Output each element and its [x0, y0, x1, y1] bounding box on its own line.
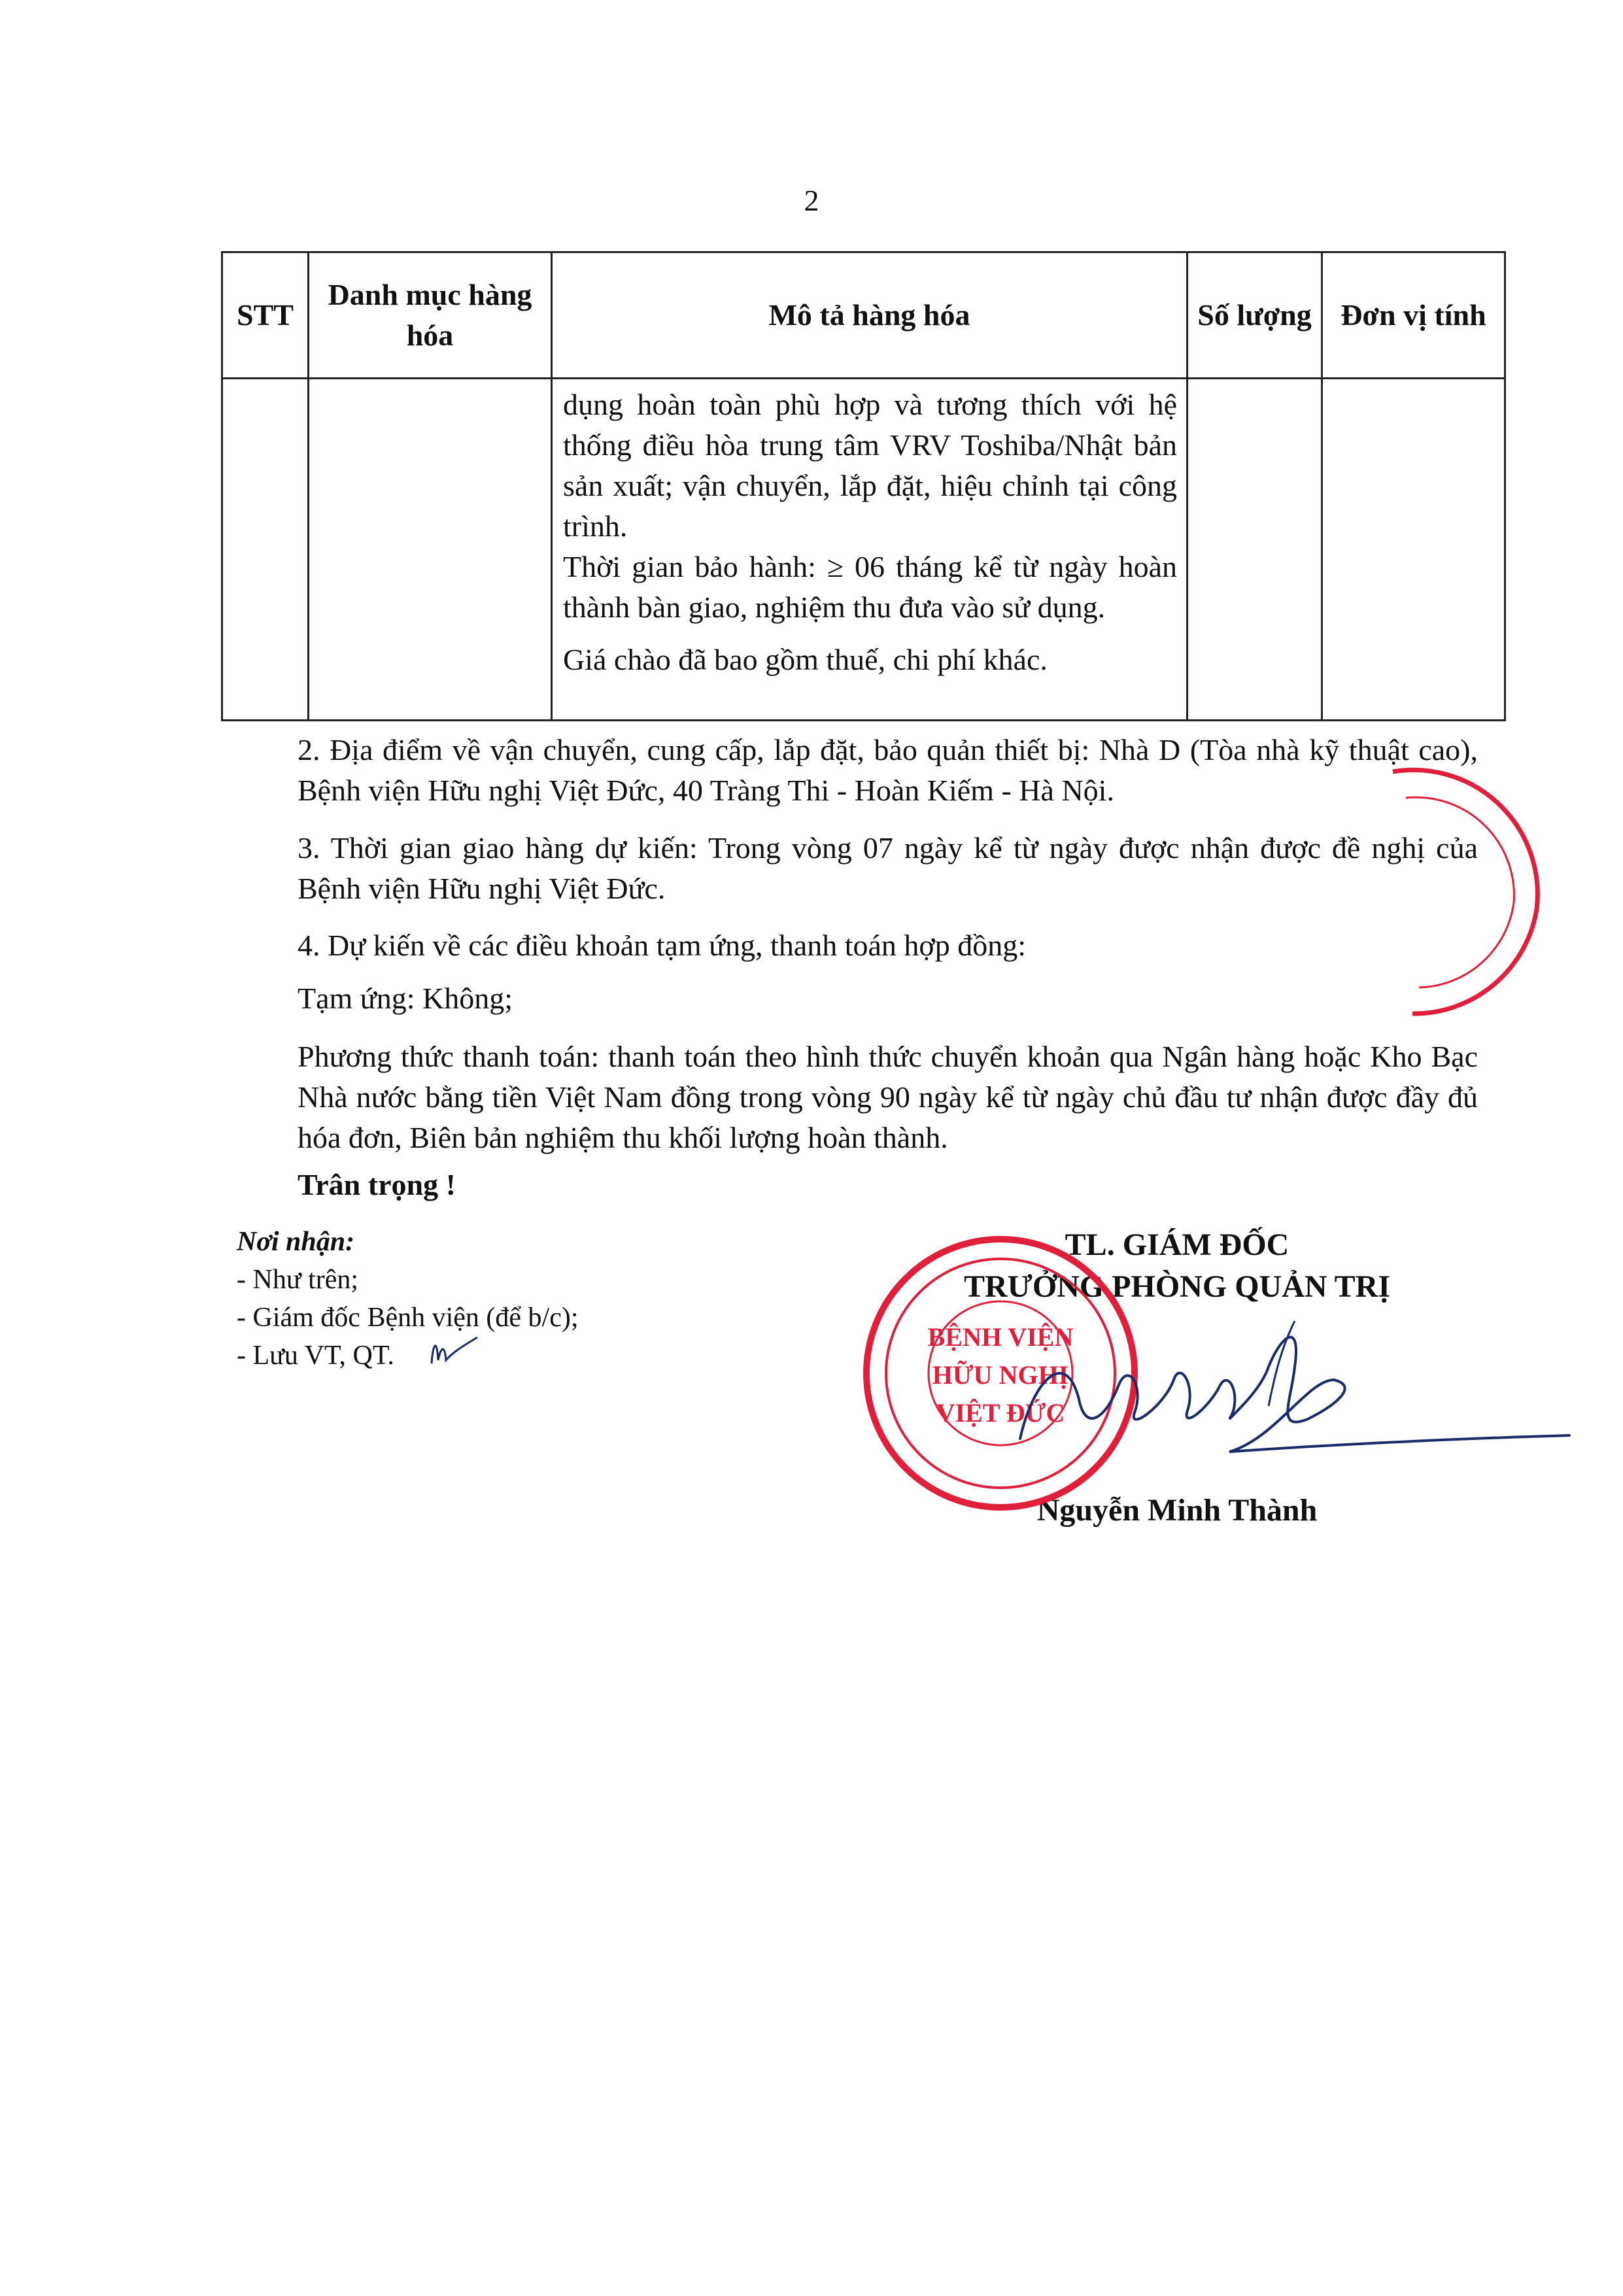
header-quantity: Số lượng — [1187, 252, 1322, 379]
recipients-title: Nơi nhận: — [237, 1227, 355, 1257]
signer-name: Nguyễn Minh Thành — [1036, 1493, 1318, 1528]
page-number: 2 — [804, 184, 819, 217]
paragraph-advance — [232, 978, 1478, 1019]
header-description: Mô tả hàng hóa — [552, 252, 1187, 379]
payment-terms-text: 4. Dự kiến về các điều khoản tạm ứng, thanh toán hợp đồng: — [298, 929, 1027, 962]
paragraph-payment-terms — [232, 925, 1478, 966]
price-note: Giá chào đã bao gồm thuế, chi phí khác. — [563, 643, 1048, 676]
cell-unit — [1322, 379, 1505, 721]
paragraph-payment-method — [232, 1037, 1478, 1158]
stamp-line: BỆNH VIỆN — [927, 1322, 1074, 1352]
signature-line1: TL. GIÁM ĐỐC — [1065, 1227, 1290, 1262]
location-text: 2. Địa điểm về vận chuyển, cung cấp, lắp đặt, bảo quản thiết bị: Nhà D (Tòa nhà kỹ thuật cao), Bệnh viện Hữu nghị Việt Đức, 40 Tràng Thi - Hoàn Kiếm - Hà Nội. — [298, 733, 1478, 807]
initials-mark — [425, 1331, 484, 1370]
description-line: dụng hoàn toàn phù hợp và tương thích với hệ thống điều hòa trung tâm VRV Toshiba/Nhật bản sản xuất; vận chuyển, lắp đặt, hiệu chỉnh tại công trình. — [563, 388, 1177, 543]
paragraph-location — [232, 730, 1478, 811]
margin-seal — [1386, 752, 1556, 1027]
recipients-block — [237, 1223, 579, 1375]
cell-stt — [222, 379, 309, 721]
paragraph-delivery — [232, 828, 1478, 909]
description-line: Thời gian bảo hành: ≥ 06 tháng kể từ ngày hoàn thành bàn giao, nghiệm thu đưa vào sử dụng. — [563, 550, 1177, 624]
cell-description — [552, 379, 1187, 721]
goods-table — [221, 251, 1506, 721]
closing-text: Trân trọng ! — [298, 1168, 456, 1201]
handwritten-signature — [994, 1308, 1582, 1478]
header-category: Danh mục hàng hóa — [309, 252, 552, 379]
header-unit: Đơn vị tính — [1322, 252, 1505, 379]
recipient-item: - Lưu VT, QT. — [237, 1341, 394, 1371]
stamp-line: HỮU NGHỊ — [932, 1360, 1069, 1390]
recipient-item: - Như trên; — [237, 1265, 359, 1295]
advance-text: Tạm ứng: Không; — [298, 982, 513, 1015]
cell-quantity — [1187, 379, 1322, 721]
recipient-item: - Giám đốc Bệnh viện (để b/c); — [237, 1303, 579, 1333]
table-header-row — [222, 252, 1505, 379]
cell-category — [309, 379, 552, 721]
payment-method-text: Phương thức thanh toán: thanh toán theo hình thức chuyển khoản qua Ngân hàng hoặc Kho Bạc Nhà nước bằng tiền Việt Nam đồng trong vòng 90 ngày kể từ ngày chủ đầu tư nhận được đầy đủ hóa đơn, Biên bản nghiệm thu khối lượng hoàn thành. — [298, 1040, 1478, 1154]
table-row — [222, 379, 1505, 721]
signature-line2: TRƯỞNG PHÒNG QUẢN TRỊ — [963, 1269, 1391, 1304]
header-stt: STT — [222, 252, 309, 379]
delivery-text: 3. Thời gian giao hàng dự kiến: Trong vòng 07 ngày kể từ ngày được nhận được đề nghị của Bệnh viện Hữu nghị Việt Đức. — [298, 831, 1478, 905]
stamp-line: VIỆT ĐỨC — [936, 1398, 1065, 1428]
